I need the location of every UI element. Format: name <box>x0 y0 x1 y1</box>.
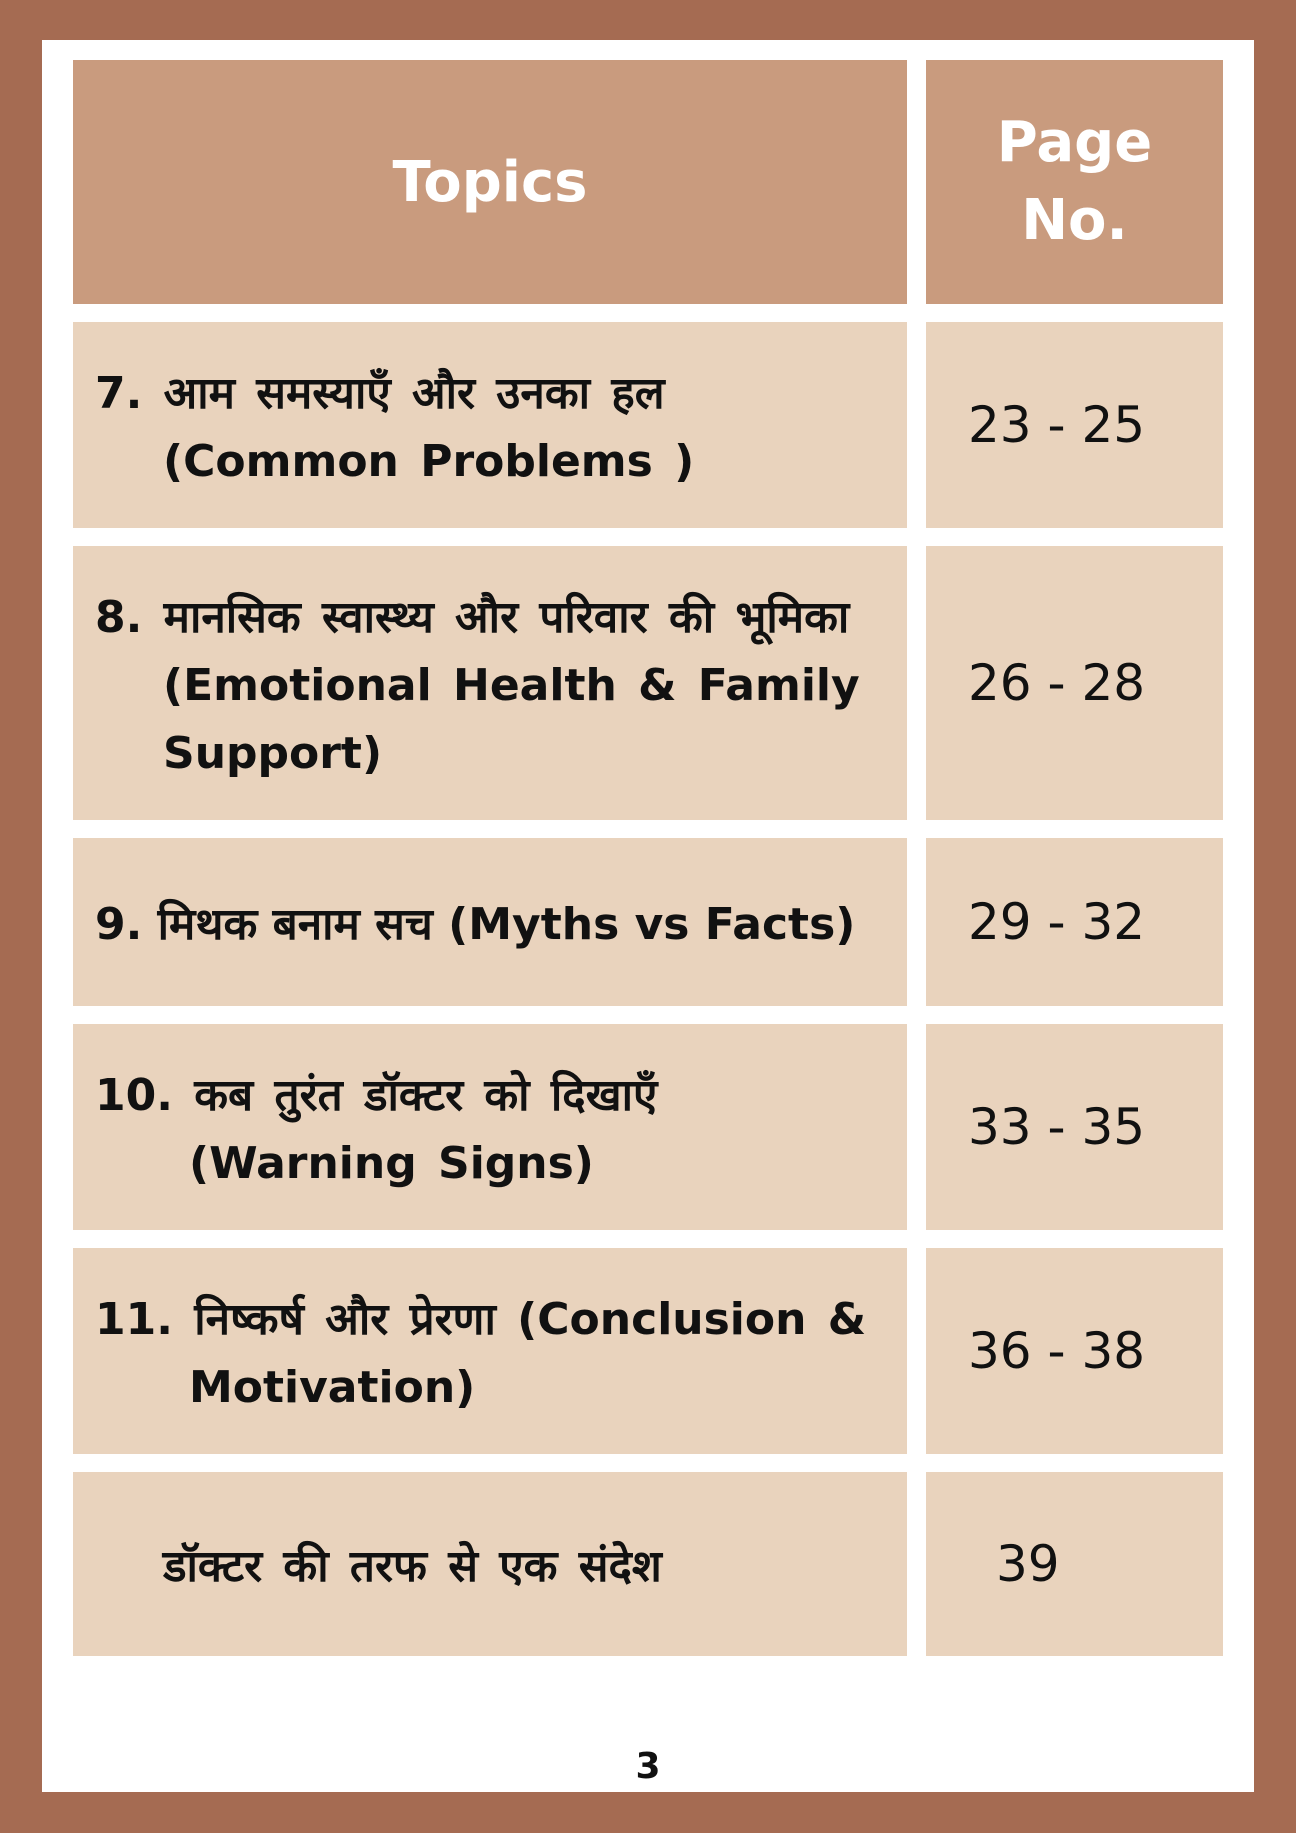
toc-page-range: 23 - 25 <box>968 396 1146 454</box>
toc-page-range: 36 - 38 <box>968 1322 1146 1380</box>
topics-header-label: Topics <box>392 149 588 215</box>
page-no-column-header <box>926 60 1223 304</box>
toc-row-topic <box>73 838 907 1006</box>
toc-page-range: 26 - 28 <box>968 654 1146 712</box>
toc-row-pages <box>926 838 1223 1006</box>
toc-topic-text: 9. मिथक बनाम सच (Myths vs Facts) <box>95 899 856 950</box>
toc-row-pages <box>926 322 1223 528</box>
toc-row-pages <box>926 1024 1223 1230</box>
toc-row-topic <box>73 546 907 820</box>
toc-topic-text: 11. निष्कर्ष और प्रेरणा (Conclusion & Motivation) <box>95 1294 867 1413</box>
toc-page-range: 29 - 32 <box>968 893 1146 951</box>
toc-topic-text: 7. आम समस्याएँ और उनका हल (Common Problems ) <box>95 368 695 487</box>
toc-row-pages <box>926 546 1223 820</box>
topics-column-header <box>73 60 907 304</box>
page-header-label-line1: Page <box>996 109 1153 175</box>
toc-topic-text: 10. कब तुरंत डॉक्टर को दिखाएँ (Warning Signs) <box>95 1070 658 1189</box>
toc-row-topic <box>73 1248 907 1454</box>
toc-page-range: 33 - 35 <box>968 1098 1146 1156</box>
toc-topic-text: डॉक्टर की तरफ से एक संदेश <box>163 1541 662 1592</box>
toc-row-pages <box>926 1248 1223 1454</box>
toc-topic-text: 8. मानसिक स्वास्थ्य और परिवार की भूमिका (Emotional Health & Family Support) <box>95 592 860 779</box>
document-page <box>42 40 1254 1792</box>
toc-row-topic <box>73 322 907 528</box>
page-number: 3 <box>635 1746 661 1787</box>
page-header-label-line2: No. <box>1021 188 1128 253</box>
toc-row-pages <box>926 1472 1223 1656</box>
toc-page-range: 39 <box>996 1535 1060 1593</box>
toc-row-topic <box>73 1472 907 1656</box>
toc-row-topic <box>73 1024 907 1230</box>
